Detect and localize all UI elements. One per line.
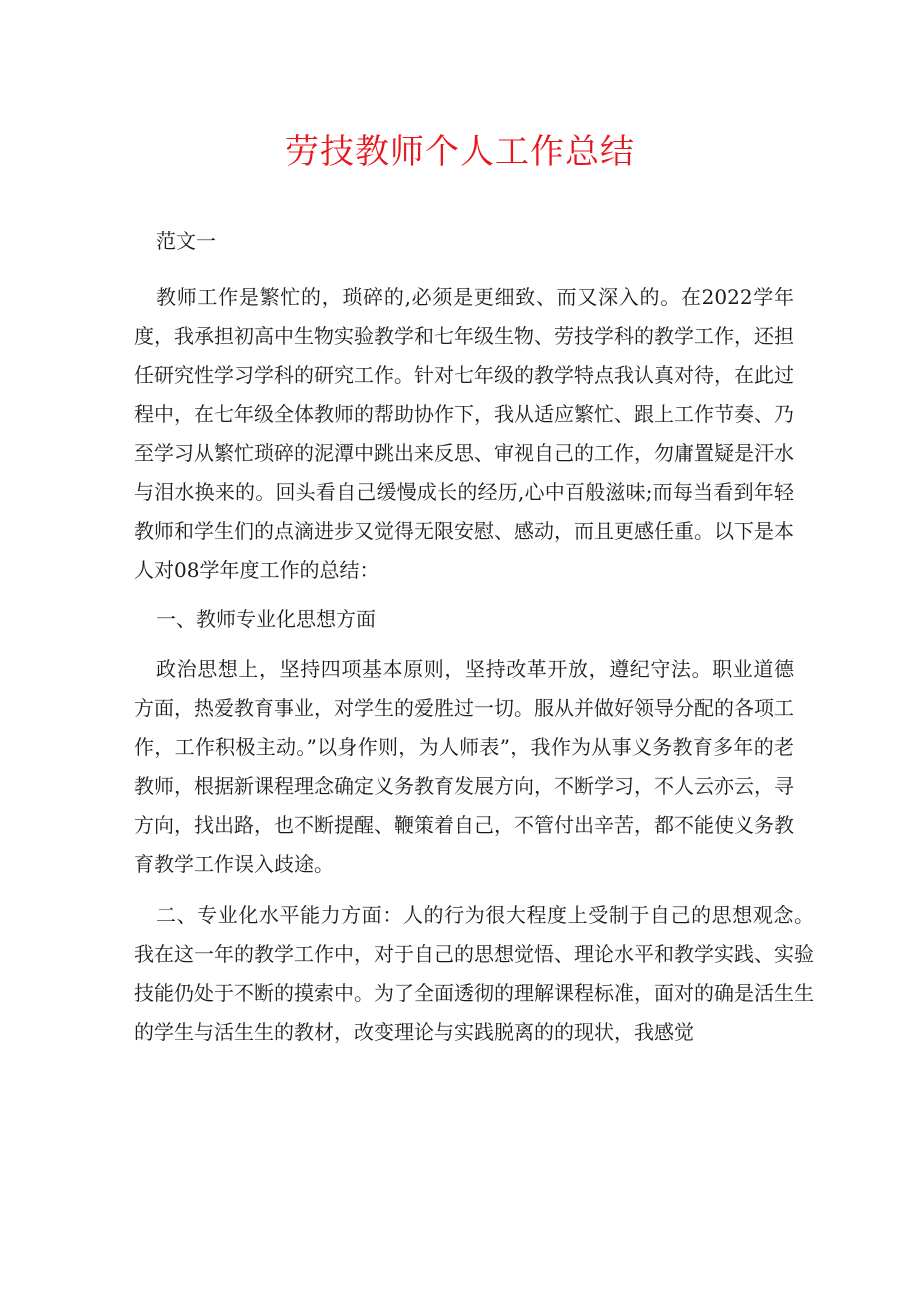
- section-label: 范文一: [156, 229, 216, 253]
- paragraph-intro: 教师工作是繁忙的，琐碎的,必须是更细致、而又深入的。在2022学年度，我承担初高中生物实验教学和七年级生物、劳技学科的教学工作，还担任研究性学习学科的研究工作。针对七年级的教学特点我认真对待，在此过程中，在七年级全体教师的帮助协作下，我从适应繁忙、跟上工作节奏、乃至学习从繁忙琐碎的泥潭中跳出来反思、审视自己的工作，勿庸置疑是汗水与泪水换来的。回头看自己缓慢成长的经历,心中百般滋味;而每当看到年轻教师和学生们的点滴进步又觉得无限安慰、感动，而且更感任重。以下是本人对08学年度工作的总结：: [134, 285, 794, 582]
- document-body: [134, 224, 814, 1052]
- document-title: 劳技教师个人工作总结: [285, 132, 635, 172]
- heading-professional-thought: 一、教师专业化思想方面: [156, 607, 376, 631]
- paragraph-professional-ability: 二、专业化水平能力方面：人的行为很大程度上受制于自己的思想观念。我在这一年的教学工作中，对于自己的思想觉悟、理论水平和教学实践、实验技能仍处于不断的摸索中。为了全面透彻的理解课程标准，面对的确是活生生的学生与活生生的教材，改变理论与实践脱离的的现状，我感觉: [134, 903, 814, 1044]
- paragraph-political-thought: 政治思想上，坚持四项基本原则，坚持改革开放，遵纪守法。职业道德方面，热爱教育事业，对学生的爱胜过一切。服从并做好领导分配的各项工作，工作积极主动。”以身作则，为人师表”，我作为从事义务教育多年的老教师，根据新课程理念确定义务教育发展方向，不断学习，不人云亦云，寻方向，找出路，也不断提醒、鞭策着自己，不管付出辛苦，都不能使义务教育教学工作误入歧途。: [134, 657, 794, 876]
